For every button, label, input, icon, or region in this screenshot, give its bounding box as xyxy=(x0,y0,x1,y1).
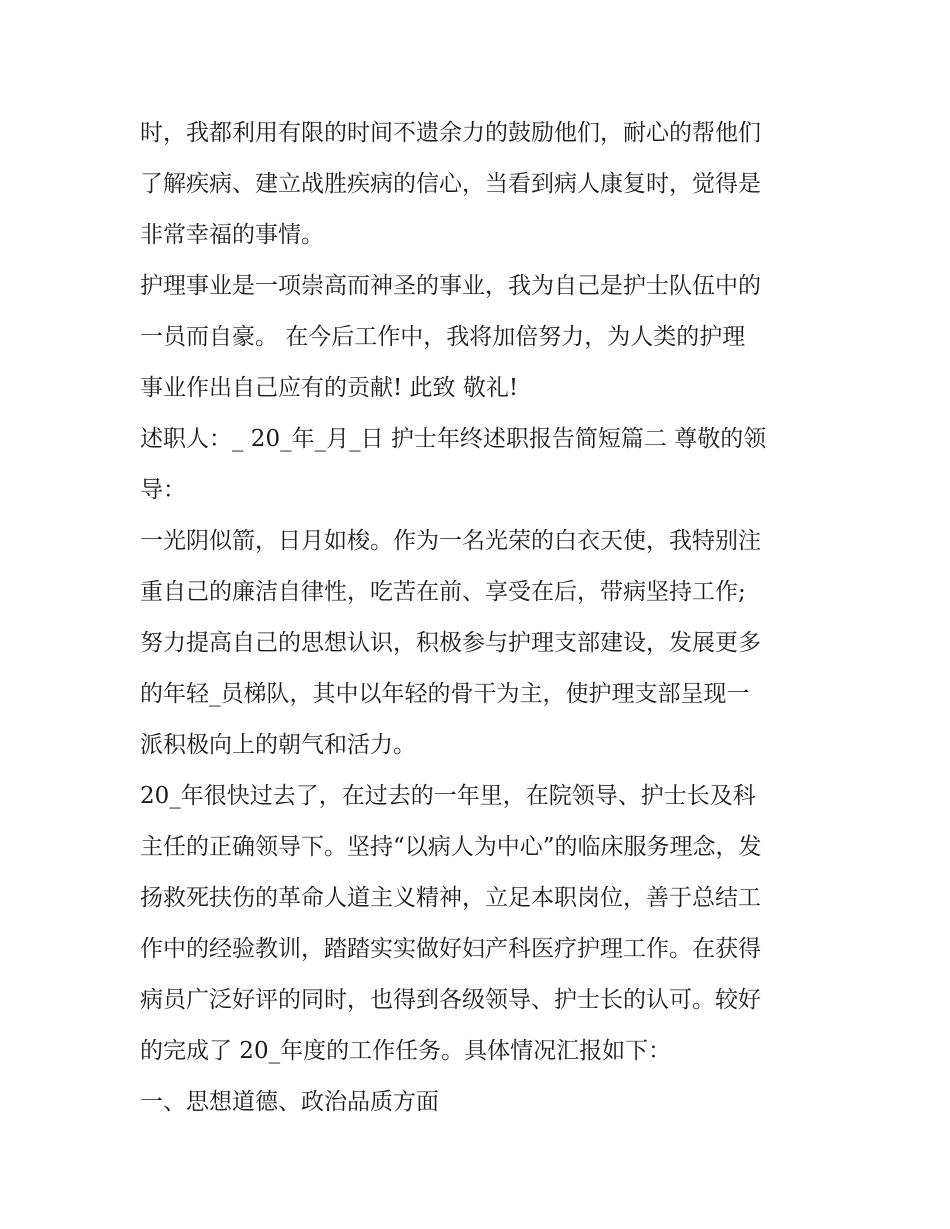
text-line: 主任的正确领导下。坚持“以病人为中心”的临床服务理念，发 xyxy=(140,834,762,860)
text-line: 述职人：_ 20_年_月_日 护士年终述职报告简短篇二 尊敬的领 xyxy=(140,426,767,452)
text-line: 派积极向上的朝气和活力。 xyxy=(140,732,416,758)
text-line: 一光阴似箭，日月如梭。作为一名光荣的白衣天使，我特别注 xyxy=(140,528,761,554)
text-line: 重自己的廉洁自律性，吃苦在前、享受在后，带病坚持工作; xyxy=(140,579,746,605)
text-line: 病员广泛好评的同时，也得到各级领导、护士长的认可。较好 xyxy=(140,987,761,1013)
text-line: 作中的经验教训，踏踏实实做好妇产科医疗护理工作。在获得 xyxy=(140,936,761,962)
text-line: 努力提高自己的思想认识，积极参与护理支部建设，发展更多 xyxy=(140,630,761,656)
text-line: 护理事业是一项崇高而神圣的事业，我为自己是护士队伍中的 xyxy=(140,273,761,299)
text-line: 非常幸福的事情。 xyxy=(140,222,324,248)
text-line: 导： xyxy=(140,477,186,503)
text-line: 扬救死扶伤的革命人道主义精神，立足本职岗位，善于总结工 xyxy=(140,885,761,911)
text-line: 的完成了 20_年度的工作任务。具体情况汇报如下： xyxy=(140,1038,672,1064)
text-line: 事业作出自己应有的贡献! 此致 敬礼! xyxy=(140,375,519,401)
body-text xyxy=(140,108,820,1128)
section-heading: 一、思想道德、政治品质方面 xyxy=(140,1089,439,1115)
text-line: 一员而自豪。 在今后工作中，我将加倍努力，为人类的护理 xyxy=(140,324,746,350)
text-line: 时，我都利用有限的时间不遗余力的鼓励他们，耐心的帮他们 xyxy=(140,120,761,146)
text-line: 20_年很快过去了，在过去的一年里，在院领导、护士长及科 xyxy=(140,783,756,809)
text-line: 了解疾病、建立战胜疾病的信心，当看到病人康复时，觉得是 xyxy=(140,171,761,197)
text-line: 的年轻_员梯队，其中以年轻的骨干为主，使护理支部呈现一 xyxy=(140,681,750,707)
